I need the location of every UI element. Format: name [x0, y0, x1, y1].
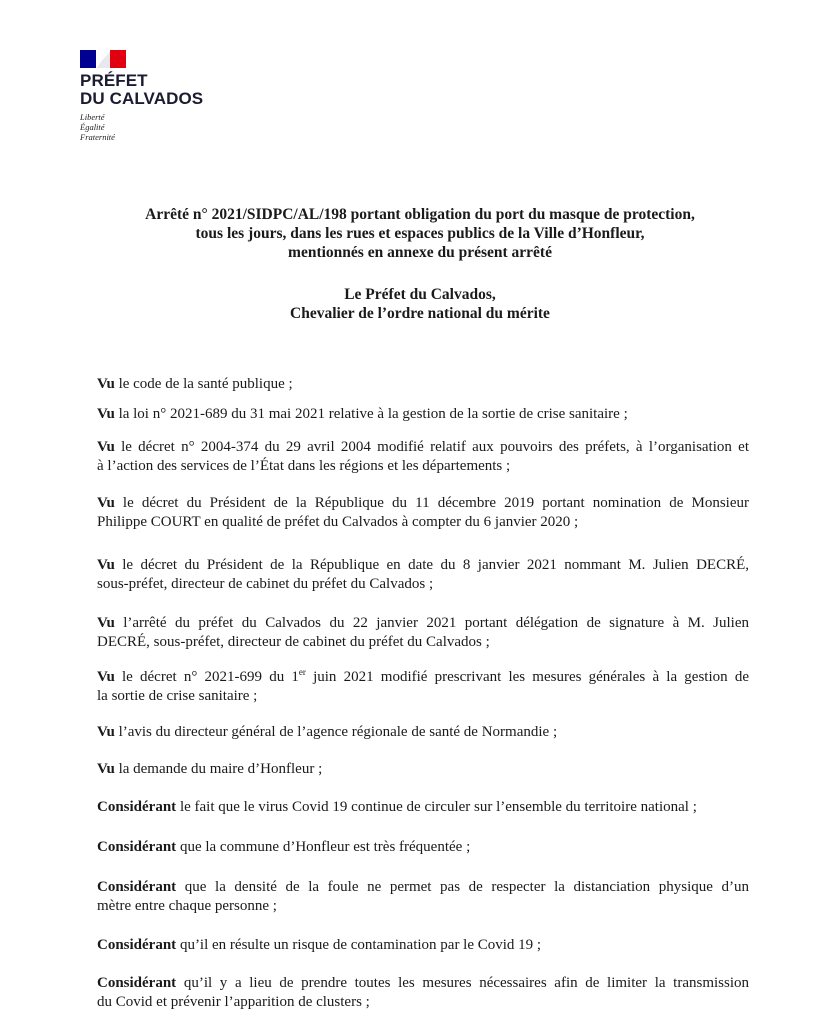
recital-vu-demande-maire: [97, 760, 749, 779]
recital-text: l’avis du directeur général de l’agence régionale de santé de Normandie ;: [114, 724, 558, 740]
recital-text: la loi n° 2021-689 du 31 mai 2021 relative à la gestion de la sortie de crise sanitaire ;: [114, 406, 628, 422]
recital-vu-arrete-delegation: [97, 614, 749, 652]
recital-vu-decret-2004-374: [97, 438, 749, 476]
recital-text: la sortie de crise sanitaire ;: [97, 688, 258, 704]
considerant-text: qu’il y a lieu de prendre toutes les mesures nécessaires afin de limiter la transmission: [176, 975, 749, 991]
motto-egalite: Égalité: [80, 122, 105, 132]
recital-lead: Vu: [97, 495, 115, 511]
decree-title: [60, 205, 780, 262]
recital-vu-avis-ars: [97, 723, 749, 742]
recital-text: le décret n° 2004-374 du 29 avril 2004 modifié relatif aux pouvoirs des préfets, à l’organisation et: [114, 439, 749, 455]
considerant-lead: Considérant: [97, 799, 177, 815]
considerant-lead: Considérant: [97, 975, 177, 991]
considerant-lead: Considérant: [97, 937, 177, 953]
recital-text: sous-préfet, directeur de cabinet du préfet du Calvados ;: [97, 576, 434, 592]
recital-lead: Vu: [97, 406, 115, 422]
recital-vu-loi-2021-689: [97, 405, 749, 424]
recital-lead: Vu: [97, 761, 115, 777]
considerant-text: qu’il en résulte un risque de contamination par le Covid 19 ;: [176, 937, 542, 953]
recital-vu-decret-directeur-cabinet: [97, 556, 749, 594]
title-line-1: Arrêté n° 2021/SIDPC/AL/198 portant obligation du port du masque de protection,: [145, 206, 695, 223]
recital-text: le décret du Président de la République du 11 décembre 2019 portant nomination de Monsieur: [114, 495, 749, 511]
recital-lead: Vu: [97, 669, 115, 685]
considerant-text: mètre entre chaque personne ;: [97, 898, 277, 914]
recital-vu-decret-2021-699: [97, 668, 749, 706]
considerant-densite-foule: [97, 878, 749, 916]
brand-line-1: PRÉFET: [80, 71, 148, 90]
recital-lead: Vu: [97, 615, 115, 631]
considerant-risque-contamination: [97, 936, 749, 955]
recital-lead: Vu: [97, 439, 115, 455]
recital-text: à l’action des services de l’État dans les régions et les départements ;: [97, 458, 511, 474]
prefecture-logo: [80, 50, 203, 142]
recital-text: le décret n° 2021-699 du 1: [114, 669, 299, 685]
considerant-lead: Considérant: [97, 839, 177, 855]
recital-vu-decret-nomination-prefet: [97, 494, 749, 532]
considerant-mesures-necessaires: [97, 974, 749, 1012]
recital-lead: Vu: [97, 724, 115, 740]
considerant-text: le fait que le virus Covid 19 continue de circuler sur l’ensemble du territoire national ;: [176, 799, 697, 815]
considerant-text: que la commune d’Honfleur est très fréquentée ;: [176, 839, 471, 855]
considerant-text: que la densité de la foule ne permet pas de respecter la distanciation physique d’un: [176, 879, 749, 895]
recital-text: juin 2021 modifié prescrivant les mesures générales à la gestion de: [305, 669, 749, 685]
recital-lead: Vu: [97, 557, 115, 573]
motto-fraternite: Fraternité: [80, 132, 115, 142]
recital-text: le décret du Président de la République en date du 8 janvier 2021 nommant M. Julien DECRÉ,: [114, 557, 749, 573]
recital-text: DECRÉ, sous-préfet, directeur de cabinet du préfet du Calvados ;: [97, 634, 490, 650]
title-line-3: mentionnés en annexe du présent arrêté: [288, 244, 552, 261]
recital-text: l’arrêté du préfet du Calvados du 22 janvier 2021 portant délégation de signature à M. Julien: [114, 615, 749, 631]
recital-text: le code de la santé publique ;: [114, 376, 293, 392]
brand-line-2: DU CALVADOS: [80, 89, 204, 108]
marianne-flag-icon: [80, 50, 126, 68]
recital-vu-code-sante: [97, 375, 749, 394]
title-line-2: tous les jours, dans les rues et espaces publics de la Ville d’Honfleur,: [195, 225, 645, 242]
motto-liberte: Liberté: [80, 112, 105, 122]
considerant-commune-frequentee: [97, 838, 749, 857]
recital-lead: Vu: [97, 376, 115, 392]
recital-text: la demande du maire d’Honfleur ;: [114, 761, 323, 777]
prefect-line-1: Le Préfet du Calvados,: [344, 286, 496, 303]
considerant-text: du Covid et prévenir l’apparition de clusters ;: [97, 994, 370, 1010]
considerant-virus-circulation: [97, 798, 749, 817]
prefect-heading: [60, 285, 780, 323]
ordinal-superscript: er: [298, 667, 306, 677]
prefect-line-2: Chevalier de l’ordre national du mérite: [290, 305, 550, 322]
recital-text: Philippe COURT en qualité de préfet du Calvados à compter du 6 janvier 2020 ;: [97, 514, 579, 530]
considerant-lead: Considérant: [97, 879, 177, 895]
